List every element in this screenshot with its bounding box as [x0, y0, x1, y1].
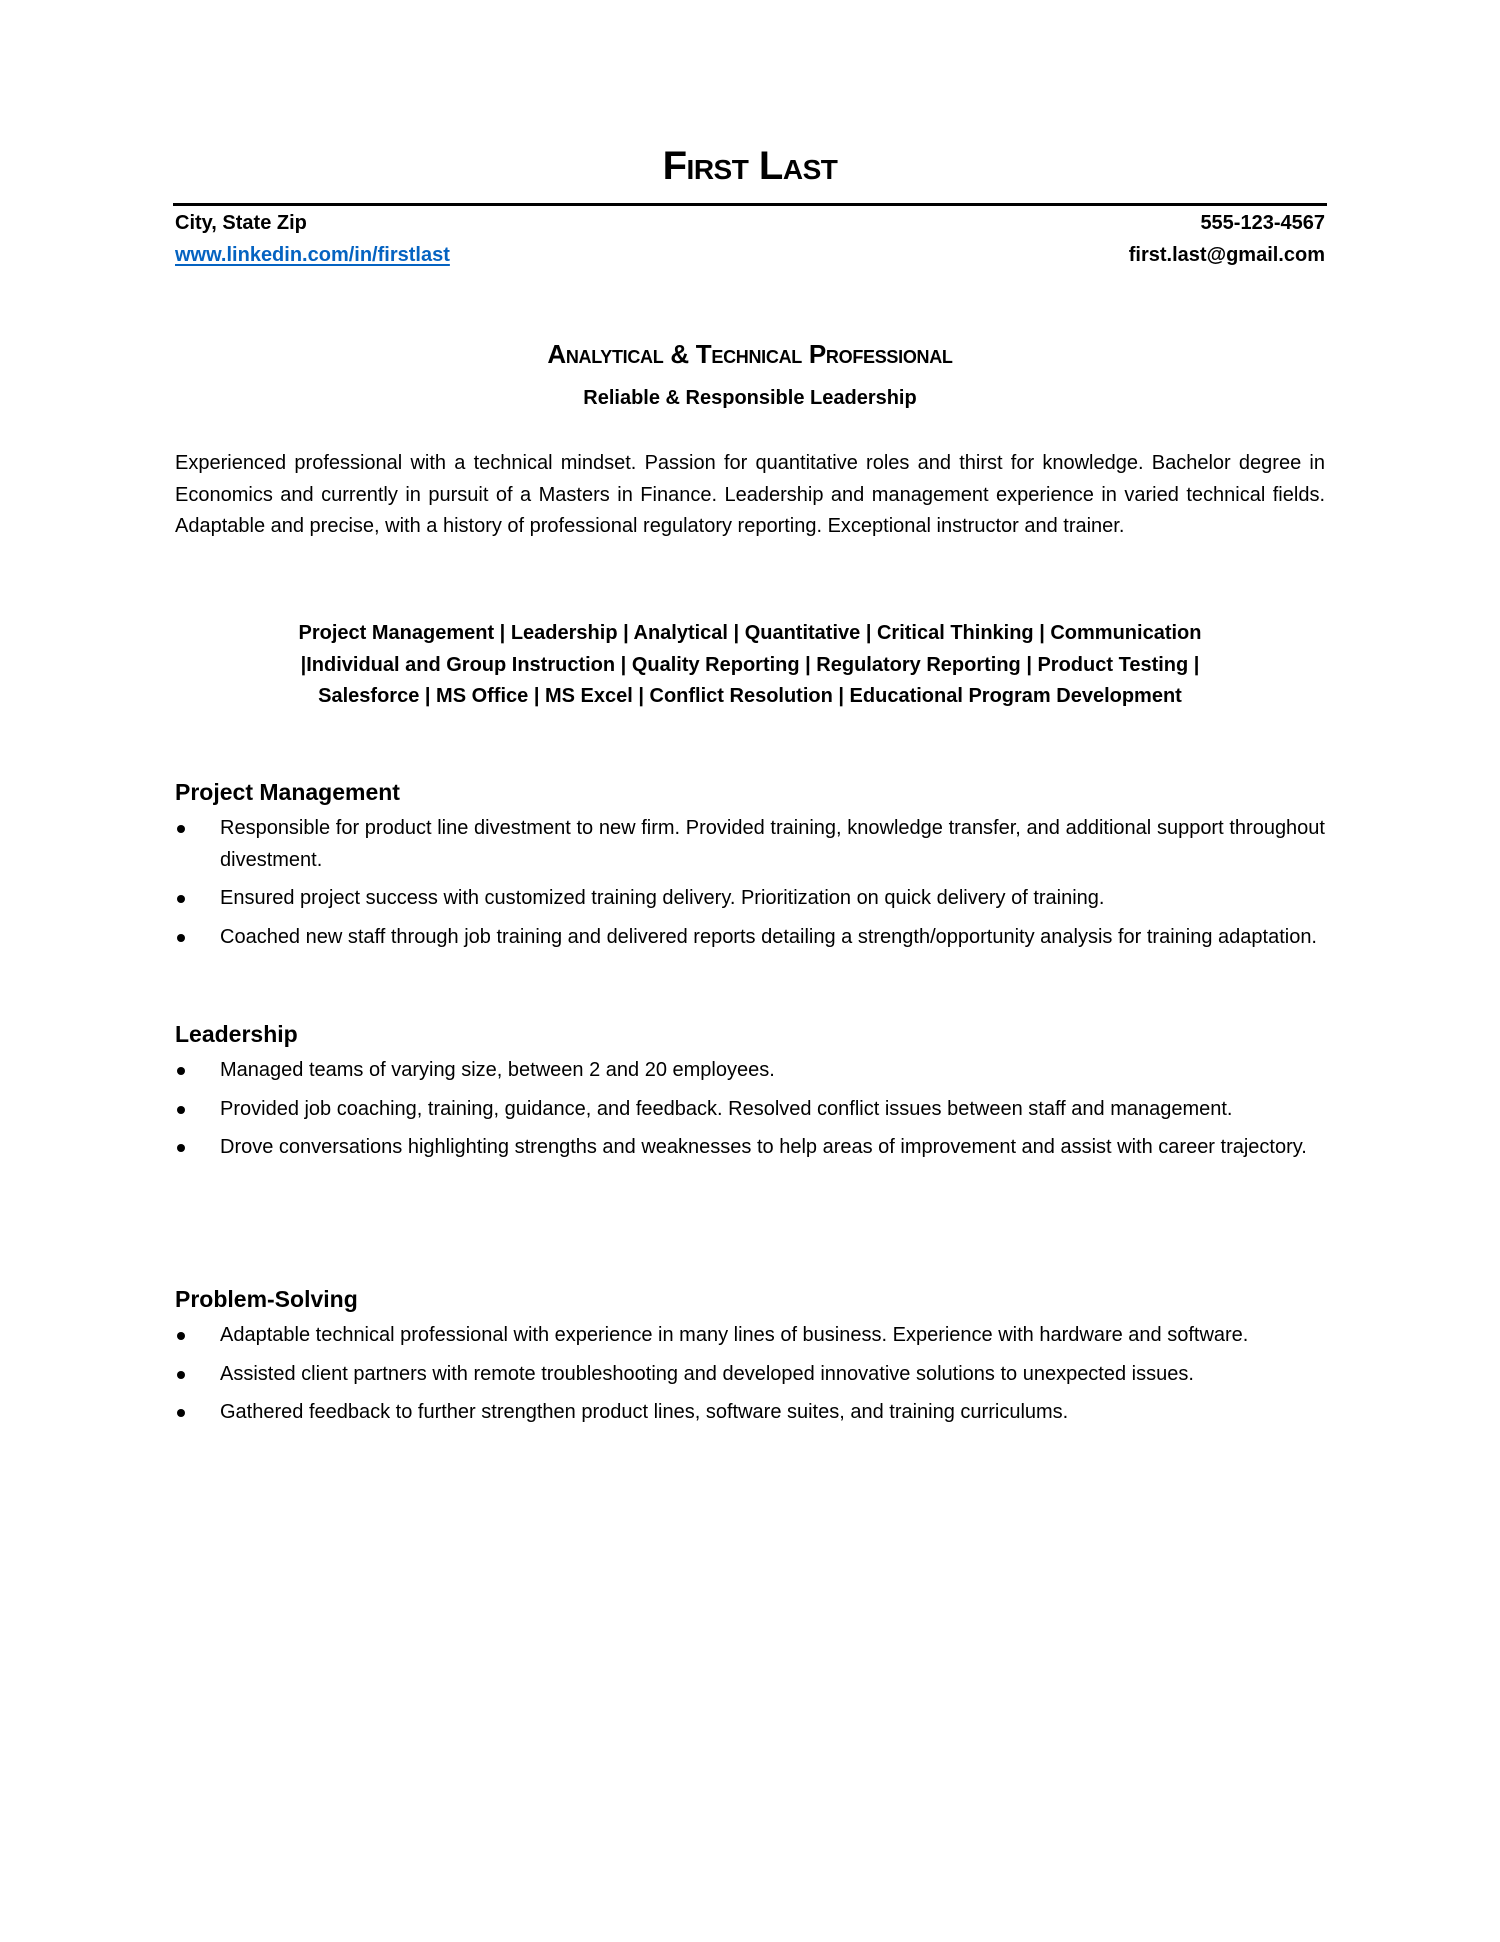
list-item: [175, 1320, 1325, 1352]
bullet-icon: [177, 1144, 185, 1152]
section-problem-solving: [175, 1282, 1325, 1436]
list-item-text: Ensured project success with customized training delivery. Prioritization on quick delivery of training.: [220, 887, 1105, 909]
list-item: [175, 883, 1325, 915]
skills-list: [205, 618, 1295, 713]
section-leadership: [175, 1017, 1325, 1171]
contact-row-1: [175, 208, 1325, 238]
tagline: Reliable & Responsible Leadership: [583, 387, 917, 409]
candidate-name: First Last: [662, 144, 838, 188]
skills-line-1: Project Management | Leadership | Analytical | Quantitative | Critical Thinking | Communication: [298, 622, 1202, 644]
section-heading: Leadership: [175, 1021, 298, 1047]
bullet-list: [175, 813, 1325, 953]
section-heading: Problem-Solving: [175, 1286, 358, 1312]
list-item-text: Drove conversations highlighting strengths and weaknesses to help areas of improvement and assist with career trajectory.: [220, 1136, 1307, 1158]
bullet-icon: [177, 1067, 185, 1075]
list-item-text: Assisted client partners with remote troubleshooting and developed innovative solutions to unexpected issues.: [220, 1362, 1194, 1385]
bullet-list: [175, 1055, 1325, 1164]
list-item-text: Responsible for product line divestment to new firm. Provided training, knowledge transfer, and additional support throughout divestment.: [220, 817, 1325, 871]
list-item: [175, 1132, 1325, 1164]
list-item: [175, 1055, 1325, 1087]
contact-row-2: [175, 240, 1325, 270]
header-divider: [173, 203, 1327, 206]
bullet-icon: [177, 1332, 185, 1340]
bullet-list: [175, 1320, 1325, 1429]
bullet-icon: [177, 1409, 185, 1417]
section-project-management: [175, 775, 1325, 960]
list-item-text: Managed teams of varying size, between 2 and 20 employees.: [220, 1059, 775, 1081]
professional-headline: Analytical & Technical Professional: [547, 339, 953, 369]
phone-number: 555-123-4567: [1200, 212, 1325, 234]
skills-line-3: Salesforce | MS Office | MS Excel | Conflict Resolution | Educational Program Development: [318, 685, 1182, 707]
skills-line-2: |Individual and Group Instruction | Quality Reporting | Regulatory Reporting | Product Testing |: [300, 653, 1200, 676]
bullet-icon: [177, 895, 185, 903]
email-address: first.last@gmail.com: [1128, 244, 1325, 266]
summary-paragraph: Experienced professional with a technical mindset. Passion for quantitative roles and thirst for knowledge. Bachelor degree in Economics and currently in pursuit of a Masters in Finance. Leadership and management experience in varied technical fields. Adaptable and precise, with a history of professional regulatory reporting. Exceptional instructor and trainer.: [175, 452, 1325, 537]
list-item: [175, 1397, 1325, 1429]
list-item-text: Adaptable technical professional with experience in many lines of business. Experience with hardware and software.: [220, 1324, 1249, 1346]
list-item-text: Provided job coaching, training, guidance, and feedback. Resolved conflict issues between staff and management.: [220, 1097, 1233, 1120]
list-item: [175, 813, 1325, 876]
section-heading: Project Management: [175, 779, 400, 805]
bullet-icon: [177, 934, 185, 942]
list-item: [175, 1094, 1325, 1126]
linkedin-link[interactable]: www.linkedin.com/in/firstlast: [175, 244, 450, 266]
location: City, State Zip: [175, 212, 307, 234]
list-item-text: Gathered feedback to further strengthen product lines, software suites, and training curriculums.: [220, 1401, 1069, 1423]
list-item-text: Coached new staff through job training and delivered reports detailing a strength/opportunity analysis for training adaptation.: [220, 925, 1317, 948]
list-item: [175, 1359, 1325, 1391]
bullet-icon: [177, 1371, 185, 1379]
bullet-icon: [177, 825, 185, 833]
bullet-icon: [177, 1106, 185, 1114]
list-item: [175, 922, 1325, 954]
